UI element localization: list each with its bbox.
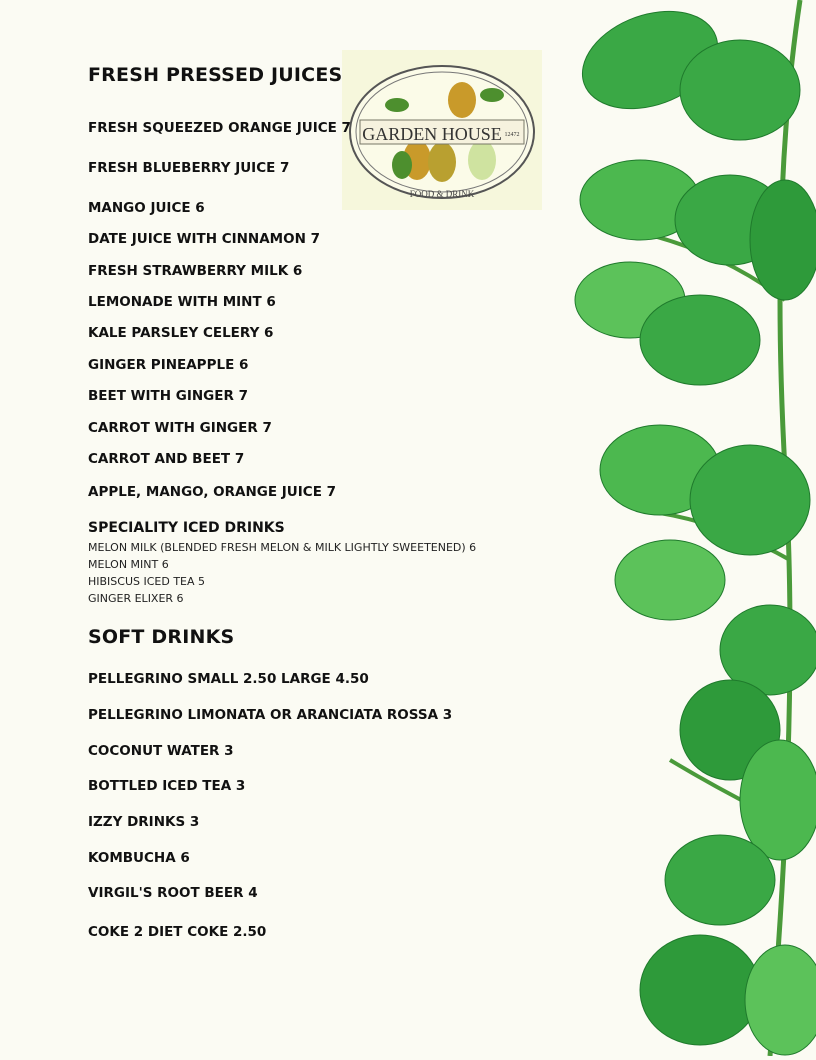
menu-item: LEMONADE WITH MINT 6 [88, 294, 276, 310]
menu-item: IZZY DRINKS 3 [88, 814, 200, 830]
menu-item: HIBISCUS ICED TEA 5 [88, 575, 206, 588]
menu-item: FRESH BLUEBERRY JUICE 7 [88, 160, 290, 176]
menu-item: BOTTLED ICED TEA 3 [88, 778, 246, 794]
menu-item: KALE PARSLEY CELERY 6 [88, 325, 274, 341]
section-title-iced: SPECIALITY ICED DRINKS [88, 520, 285, 536]
garden-house-logo [342, 50, 542, 210]
menu-item: BEET WITH GINGER 7 [88, 388, 248, 404]
svg-text:GARDEN HOUSE: GARDEN HOUSE [362, 124, 502, 144]
svg-text:12472: 12472 [504, 132, 520, 138]
menu-item: APPLE, MANGO, ORANGE JUICE 7 [88, 484, 337, 500]
menu-item: FRESH STRAWBERRY MILK 6 [88, 263, 303, 279]
menu-item: COKE 2 DIET COKE 2.50 [88, 924, 267, 940]
svg-text:FOOD & DRINK: FOOD & DRINK [409, 189, 475, 199]
menu-item: MELON MILK (BLENDED FRESH MELON & MILK LIGHTLY SWEETENED) 6 [88, 541, 477, 554]
menu-item: GINGER PINEAPPLE 6 [88, 357, 249, 373]
parsley-leaves-decoration [570, 0, 816, 1056]
menu-item: VIRGIL'S ROOT BEER 4 [88, 885, 258, 901]
menu-item: KOMBUCHA 6 [88, 850, 190, 866]
menu-item: PELLEGRINO SMALL 2.50 LARGE 4.50 [88, 671, 369, 687]
menu-item: CARROT WITH GINGER 7 [88, 420, 272, 436]
menu-item: COCONUT WATER 3 [88, 743, 234, 759]
section-title-soft-drinks: SOFT DRINKS [88, 626, 235, 648]
menu-item: MANGO JUICE 6 [88, 200, 205, 216]
menu-item: FRESH SQUEEZED ORANGE JUICE 7 [88, 120, 351, 136]
menu-item: PELLEGRINO LIMONATA OR ARANCIATA ROSSA 3 [88, 707, 453, 723]
section-title-juices: FRESH PRESSED JUICES [88, 64, 343, 86]
menu-item: CARROT AND BEET 7 [88, 451, 245, 467]
menu-item: DATE JUICE WITH CINNAMON 7 [88, 231, 320, 247]
menu-item: GINGER ELIXER 6 [88, 592, 184, 605]
menu-item: MELON MINT 6 [88, 558, 169, 571]
